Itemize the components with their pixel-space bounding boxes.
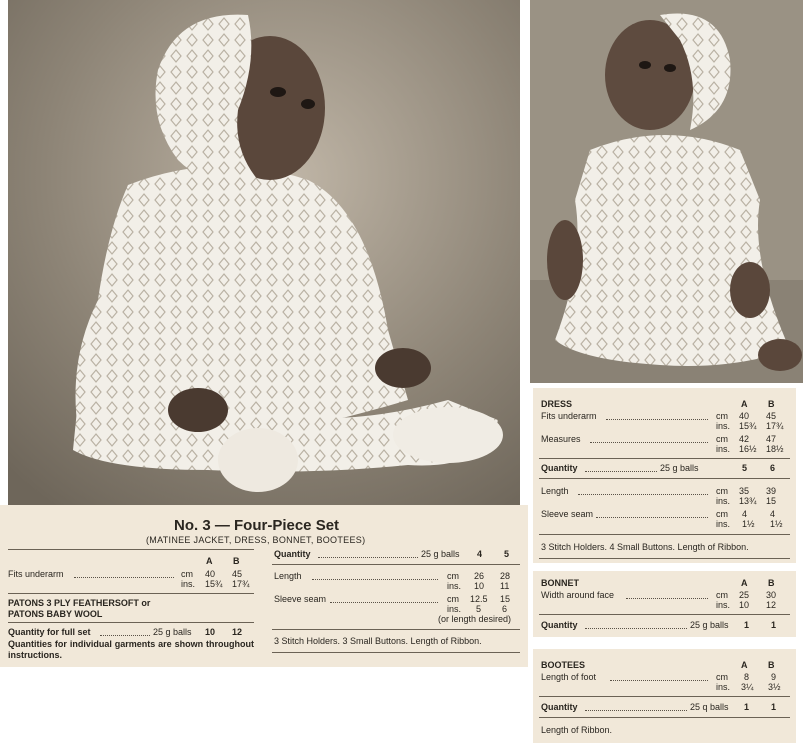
- jacket-length-cm-unit: cm: [447, 571, 459, 581]
- jacket-length-ins-unit: ins.: [447, 581, 462, 591]
- jacket-sleeve-cm-unit: cm: [447, 594, 459, 604]
- jacket-sleeve-note: (or length desired): [438, 614, 512, 624]
- dress-measures-ins-unit: ins.: [716, 444, 731, 454]
- dress-sleeve-ins-b: 1½: [770, 519, 783, 529]
- rule: [539, 478, 790, 479]
- jacket-fits-label: Fits underarm: [8, 569, 64, 579]
- bootees-foot-label: Length of foot: [541, 672, 597, 682]
- yarn-label: PATONS 3 PLY FEATHERSOFT or PATONS BABY WOOL: [8, 598, 151, 619]
- leader-dots: [606, 418, 708, 420]
- bootees-notions: Length of Ribbon.: [541, 725, 613, 735]
- dress-fits-label: Fits underarm: [541, 411, 597, 421]
- main-photo: [8, 0, 520, 505]
- qty-full-label: Quantity for full set: [8, 627, 91, 637]
- dress-length-cm-unit: cm: [716, 486, 728, 496]
- jacket-qty-a: 4: [477, 549, 483, 559]
- bootees-qty-unit: 25 q balls: [690, 702, 729, 712]
- dress-sleeve-cm-unit: cm: [716, 509, 728, 519]
- jacket-sleeve-cm-b: 15: [500, 594, 511, 604]
- dress-length-label: Length: [541, 486, 569, 496]
- dress-measures-cm-a: 42: [739, 434, 750, 444]
- bonnet-width-ins-b: 12: [766, 600, 777, 610]
- dress-length-ins-b: 15: [766, 496, 777, 506]
- jacket-sleeve-ins-unit: ins.: [447, 604, 462, 614]
- jacket-length-cm-b: 28: [500, 571, 511, 581]
- bootees-foot-ins-a: 3¼: [741, 682, 754, 692]
- dress-measures-label: Measures: [541, 434, 581, 444]
- leader-dots: [585, 709, 687, 711]
- qty-full-b: 12: [232, 627, 243, 637]
- jacket-fits-ins-unit: ins.: [181, 579, 196, 589]
- jacket-sleeve-label: Sleeve seam: [274, 594, 327, 604]
- rule: [539, 696, 790, 697]
- dress-qty-unit: 25 g balls: [660, 463, 699, 473]
- set-subtitle: (MATINEE JACKET, DRESS, BONNET, BOOTEES): [146, 535, 366, 545]
- leader-dots: [330, 601, 438, 603]
- jacket-length-ins-a: 10: [474, 581, 485, 591]
- bonnet-width-ins-unit: ins.: [716, 600, 731, 610]
- leader-dots: [100, 634, 150, 636]
- dress-qty-label: Quantity: [541, 463, 578, 473]
- dress-qty-b: 6: [770, 463, 776, 473]
- dress-length-ins-a: 13¾: [739, 496, 757, 506]
- bonnet-col-a: A: [741, 578, 748, 588]
- jacket-fits-ins-b: 17¾: [232, 579, 250, 589]
- bonnet-qty-b: 1: [771, 620, 777, 630]
- dress-sleeve-label: Sleeve seam: [541, 509, 594, 519]
- dress-fits-cm-unit: cm: [716, 411, 728, 421]
- bonnet-width-cm-unit: cm: [716, 590, 728, 600]
- bonnet-width-ins-a: 10: [739, 600, 750, 610]
- dress-heading: DRESS: [541, 399, 573, 409]
- dress-fits-cm-b: 45: [766, 411, 777, 421]
- leader-dots: [585, 470, 657, 472]
- dress-measures-cm-b: 47: [766, 434, 777, 444]
- jacket-length-label: Length: [274, 571, 302, 581]
- bootees-qty-b: 1: [771, 702, 777, 712]
- qty-full-unit: 25 g balls: [153, 627, 192, 637]
- dress-col-a: A: [741, 399, 748, 409]
- leader-dots: [590, 441, 708, 443]
- rule: [272, 564, 520, 565]
- bootees-foot-ins-unit: ins.: [716, 682, 731, 692]
- dress-sleeve-cm-b: 4: [770, 509, 776, 519]
- leader-dots: [578, 493, 708, 495]
- leader-dots: [596, 516, 708, 518]
- jacket-qty-unit: 25 g balls: [421, 549, 460, 559]
- dress-measures-ins-a: 16½: [739, 444, 757, 454]
- bonnet-heading: BONNET: [541, 578, 579, 588]
- jacket-fits-cm-a: 40: [205, 569, 216, 579]
- jacket-qty-b: 5: [504, 549, 510, 559]
- bonnet-qty-a: 1: [744, 620, 750, 630]
- jacket-sleeve-ins-a: 5: [476, 604, 482, 614]
- dress-col-b: B: [768, 399, 775, 409]
- side-photo: [530, 0, 803, 383]
- dress-sleeve-cm-a: 4: [742, 509, 748, 519]
- jacket-sleeve-cm-a: 12.5: [470, 594, 488, 604]
- jacket-qty-label: Quantity: [274, 549, 311, 559]
- bonnet-qty-label: Quantity: [541, 620, 578, 630]
- leader-dots: [610, 679, 708, 681]
- dress-measures-ins-b: 18½: [766, 444, 784, 454]
- rule: [8, 622, 254, 623]
- rule: [539, 614, 790, 615]
- rule: [272, 629, 520, 630]
- dress-fits-ins-a: 15¾: [739, 421, 757, 431]
- jacket-col-a: A: [206, 556, 213, 566]
- leader-dots: [312, 578, 438, 580]
- bonnet-width-label: Width around face: [541, 590, 615, 600]
- dress-length-cm-a: 35: [739, 486, 750, 496]
- jacket-col-b: B: [233, 556, 240, 566]
- leader-dots: [585, 627, 687, 629]
- dress-length-cm-b: 39: [766, 486, 777, 496]
- bonnet-width-cm-a: 25: [739, 590, 750, 600]
- set-title: No. 3 — Four-Piece Set: [174, 517, 340, 534]
- qty-note: Quantities for individual garments are shown throughout instructions.: [8, 639, 254, 660]
- bootees-foot-cm-a: 8: [744, 672, 750, 682]
- jacket-length-ins-b: 11: [500, 581, 510, 591]
- dress-qty-a: 5: [742, 463, 748, 473]
- bootees-foot-cm-unit: cm: [716, 672, 728, 682]
- bootees-qty-label: Quantity: [541, 702, 578, 712]
- dress-length-ins-unit: ins.: [716, 496, 731, 506]
- leader-dots: [626, 597, 708, 599]
- bootees-col-b: B: [768, 660, 775, 670]
- bonnet-col-b: B: [768, 578, 775, 588]
- dress-fits-ins-unit: ins.: [716, 421, 731, 431]
- dress-sleeve-ins-a: 1½: [742, 519, 755, 529]
- bonnet-qty-unit: 25 g balls: [690, 620, 729, 630]
- dress-fits-cm-a: 40: [739, 411, 750, 421]
- bootees-foot-ins-b: 3½: [768, 682, 781, 692]
- jacket-fits-cm-b: 45: [232, 569, 243, 579]
- rule-left-top: [8, 549, 254, 550]
- bootees-foot-cm-b: 9: [771, 672, 777, 682]
- jacket-notions: 3 Stitch Holders. 3 Small Buttons. Length of Ribbon.: [274, 636, 482, 646]
- bootees-heading: BOOTEES: [541, 660, 586, 670]
- rule: [539, 717, 790, 718]
- qty-full-a: 10: [205, 627, 216, 637]
- jacket-sleeve-ins-b: 6: [502, 604, 508, 614]
- rule: [539, 558, 790, 559]
- rule: [539, 534, 790, 535]
- rule: [272, 652, 520, 653]
- bootees-qty-a: 1: [744, 702, 750, 712]
- dress-measures-cm-unit: cm: [716, 434, 728, 444]
- dress-notions: 3 Stitch Holders. 4 Small Buttons. Length of Ribbon.: [541, 542, 749, 552]
- leader-dots: [74, 576, 174, 578]
- bootees-col-a: A: [741, 660, 748, 670]
- jacket-fits-cm-unit: cm: [181, 569, 193, 579]
- rule: [8, 593, 254, 594]
- bonnet-width-cm-b: 30: [766, 590, 777, 600]
- jacket-fits-ins-a: 15¾: [205, 579, 223, 589]
- dress-sleeve-ins-unit: ins.: [716, 519, 731, 529]
- rule: [539, 458, 790, 459]
- dress-fits-ins-b: 17¾: [766, 421, 784, 431]
- leader-dots: [318, 556, 418, 558]
- jacket-length-cm-a: 26: [474, 571, 485, 581]
